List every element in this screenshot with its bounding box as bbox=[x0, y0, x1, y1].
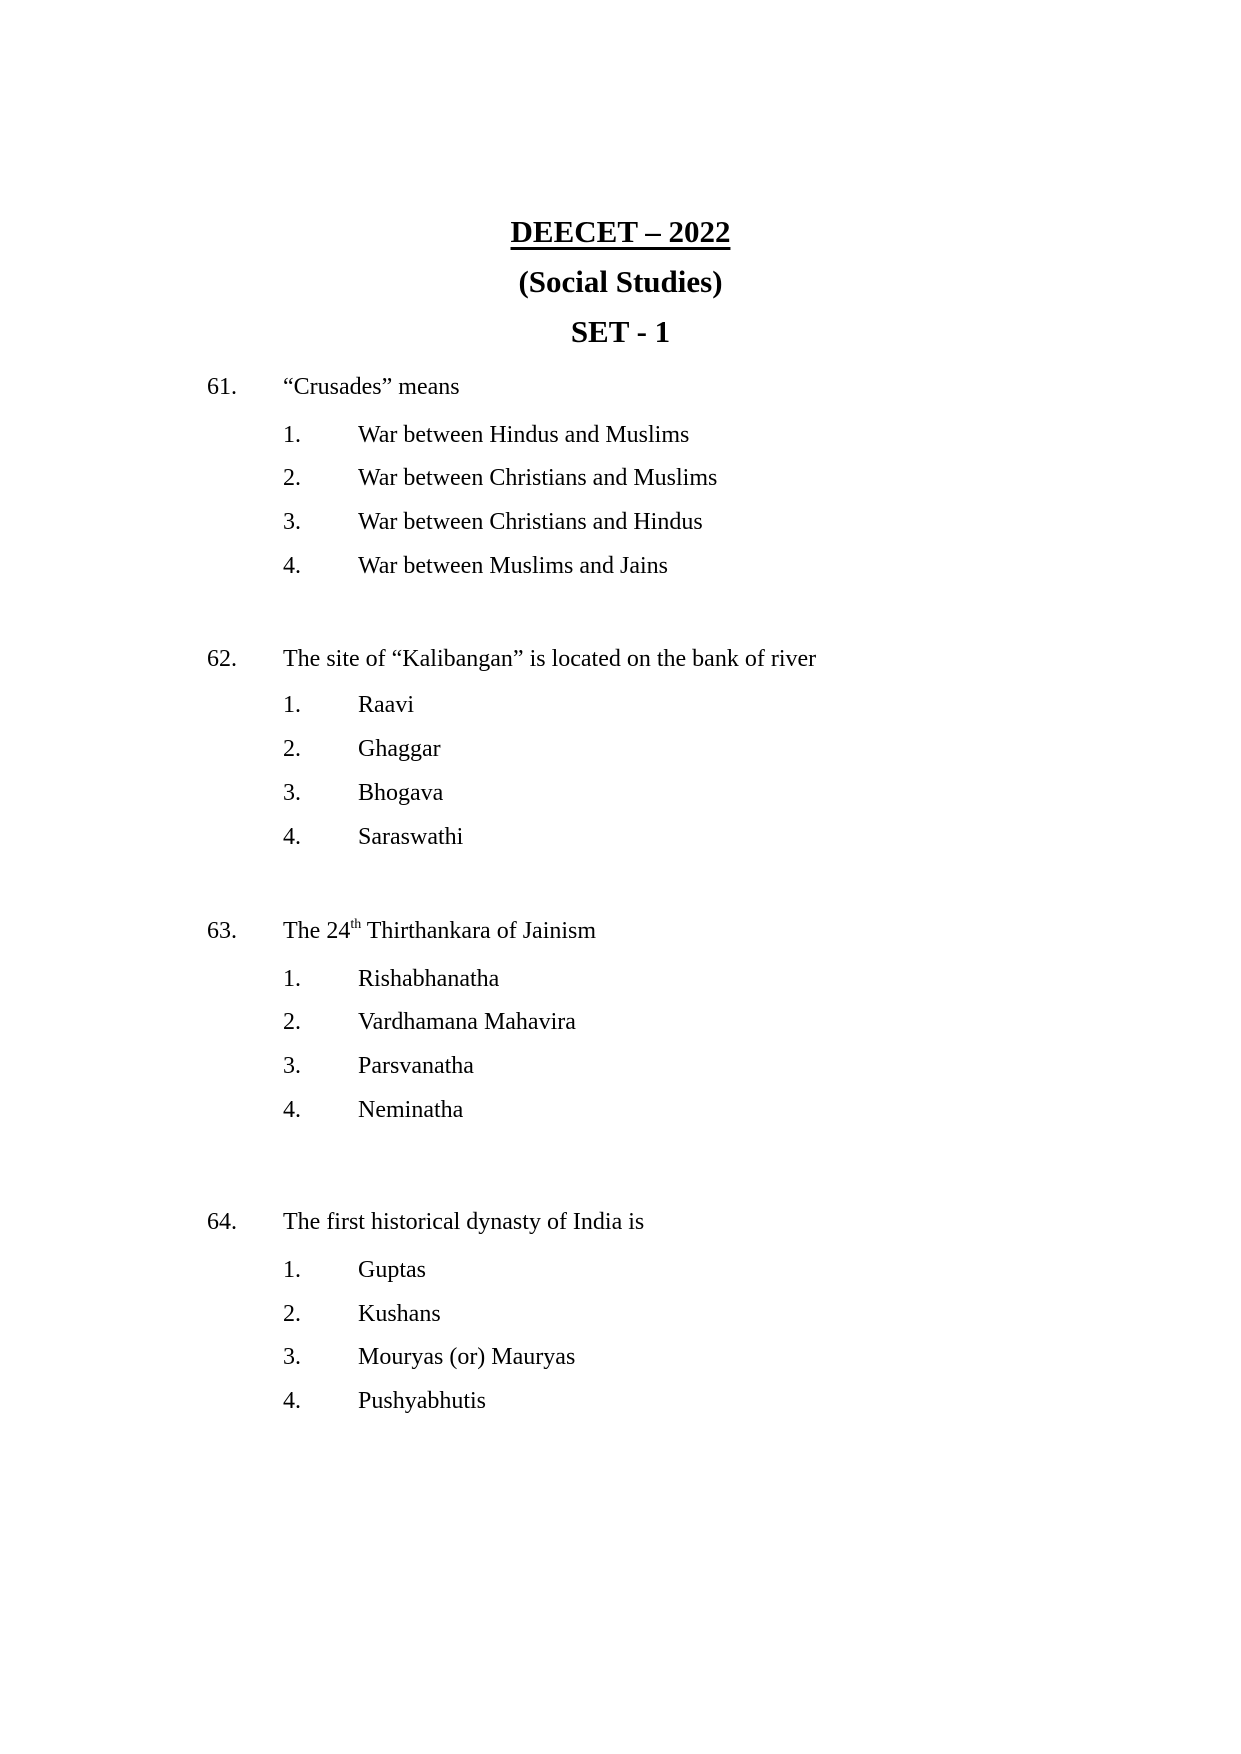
option-text: Guptas bbox=[358, 1257, 426, 1283]
option-number: 2. bbox=[283, 1009, 301, 1035]
ordinal-suffix: th bbox=[350, 917, 362, 932]
option-item bbox=[0, 1344, 1241, 1376]
option-text: Kushans bbox=[358, 1301, 441, 1327]
option-item bbox=[0, 692, 1241, 724]
option-item bbox=[0, 1009, 1241, 1041]
option-text: Bhogava bbox=[358, 780, 444, 806]
option-number: 3. bbox=[283, 1344, 301, 1370]
option-number: 1. bbox=[283, 422, 301, 448]
option-item bbox=[0, 736, 1241, 768]
exam-subject: (Social Studies) bbox=[518, 264, 723, 299]
option-text: Vardhamana Mahavira bbox=[358, 1009, 576, 1035]
option-text: War between Hindus and Muslims bbox=[358, 422, 690, 448]
option-item bbox=[0, 1097, 1241, 1129]
option-item bbox=[0, 465, 1241, 497]
question-number: 61. bbox=[207, 374, 237, 400]
question-text-end: Thirthankara of Jainism bbox=[361, 918, 597, 944]
option-text: Saraswathi bbox=[358, 824, 464, 850]
option-number: 4. bbox=[283, 1388, 301, 1414]
option-item bbox=[0, 1301, 1241, 1333]
question-number: 62. bbox=[207, 646, 237, 672]
question-text: The first historical dynasty of India is bbox=[283, 1209, 645, 1235]
option-number: 2. bbox=[283, 1301, 301, 1327]
question-text: The site of “Kalibangan” is located on the bank of river bbox=[283, 646, 817, 672]
question-64 bbox=[0, 1209, 1241, 1414]
option-item bbox=[0, 1388, 1241, 1420]
option-number: 2. bbox=[283, 465, 301, 491]
option-text: Pushyabhutis bbox=[358, 1388, 487, 1414]
question-number: 63. bbox=[207, 918, 237, 944]
option-item bbox=[0, 422, 1241, 454]
option-number: 3. bbox=[283, 1053, 301, 1079]
option-text: Parsvanatha bbox=[358, 1053, 474, 1079]
option-number: 1. bbox=[283, 966, 301, 992]
exam-title-text: DEECET – 2022 bbox=[510, 214, 731, 249]
option-text: Ghaggar bbox=[358, 736, 441, 762]
option-number: 4. bbox=[283, 824, 301, 850]
option-item bbox=[0, 553, 1241, 585]
option-item bbox=[0, 1257, 1241, 1289]
option-item bbox=[0, 509, 1241, 541]
question-62 bbox=[0, 646, 1241, 850]
exam-set-label: SET - 1 bbox=[570, 314, 671, 349]
option-item bbox=[0, 1053, 1241, 1085]
option-text: War between Christians and Hindus bbox=[358, 509, 703, 535]
option-text: Neminatha bbox=[358, 1097, 464, 1123]
question-text: “Crusades” means bbox=[283, 374, 460, 400]
option-text: Raavi bbox=[358, 692, 414, 718]
option-number: 1. bbox=[283, 692, 301, 718]
option-text: Rishabhanatha bbox=[358, 966, 500, 992]
question-text bbox=[283, 918, 596, 945]
option-text: Mouryas (or) Mauryas bbox=[358, 1344, 576, 1370]
option-number: 4. bbox=[283, 553, 301, 579]
question-number: 64. bbox=[207, 1209, 237, 1235]
option-text: War between Christians and Muslims bbox=[358, 465, 718, 491]
option-item bbox=[0, 966, 1241, 998]
option-number: 2. bbox=[283, 736, 301, 762]
option-number: 3. bbox=[283, 780, 301, 806]
question-text-start: The 24 bbox=[283, 918, 351, 944]
option-text: War between Muslims and Jains bbox=[358, 553, 669, 579]
exam-title bbox=[0, 214, 1241, 250]
question-63 bbox=[0, 917, 1241, 1123]
option-item bbox=[0, 780, 1241, 812]
question-61 bbox=[0, 374, 1241, 579]
option-number: 4. bbox=[283, 1097, 301, 1123]
option-number: 3. bbox=[283, 509, 301, 535]
option-number: 1. bbox=[283, 1257, 301, 1283]
option-item bbox=[0, 824, 1241, 856]
